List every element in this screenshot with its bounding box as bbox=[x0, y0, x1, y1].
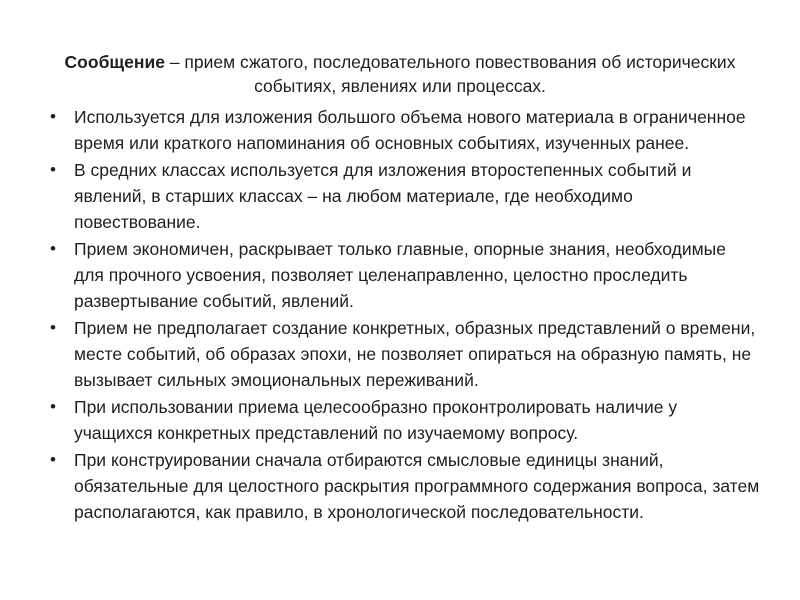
heading-term: Сообщение bbox=[64, 52, 165, 72]
slide-heading bbox=[60, 50, 740, 98]
heading-definition: – прием сжатого, последовательного повествования об исторических событиях, явлениях или процессах. bbox=[164, 52, 736, 96]
list-item bbox=[48, 157, 760, 235]
bullet-icon: • bbox=[50, 160, 56, 179]
bullet-icon: • bbox=[50, 318, 56, 337]
list-item-text: Прием не предполагает создание конкретных, образных представлений о времени, месте событий, об образах эпохи, не позволяет опираться на образную память, не вызывает сильных эмоциональных переживаний. bbox=[74, 318, 756, 390]
bullet-icon: • bbox=[50, 107, 56, 126]
list-item-text: При конструировании сначала отбираются смысловые единицы знаний, обязательные для целостного раскрытия программного содержания вопроса, затем располагаются, как правило, в хронологической последовательности. bbox=[74, 450, 760, 522]
list-item bbox=[48, 104, 760, 156]
bullet-icon: • bbox=[50, 239, 56, 258]
list-item bbox=[48, 394, 760, 446]
list-item bbox=[48, 315, 760, 393]
list-item-text: Прием экономичен, раскрывает только главные, опорные знания, необходимые для прочного усвоения, позволяет целенаправленно, целостно проследить развертывание событий, явлений. bbox=[74, 239, 726, 311]
list-item-text: Используется для изложения большого объема нового материала в ограниченное время или краткого напоминания об основных событиях, изученных ранее. bbox=[74, 107, 746, 153]
list-item bbox=[48, 236, 760, 314]
bullet-icon: • bbox=[50, 397, 56, 416]
bullet-icon: • bbox=[50, 450, 56, 469]
list-item-text: В средних классах используется для изложения второстепенных событий и явлений, в старших классах – на любом материале, где необходимо повествование. bbox=[74, 160, 692, 232]
list-item bbox=[48, 447, 760, 525]
list-item-text: При использовании приема целесообразно проконтролировать наличие у учащихся конкретных представлений по изучаемому вопросу. bbox=[74, 397, 678, 443]
bullet-list bbox=[48, 104, 760, 526]
